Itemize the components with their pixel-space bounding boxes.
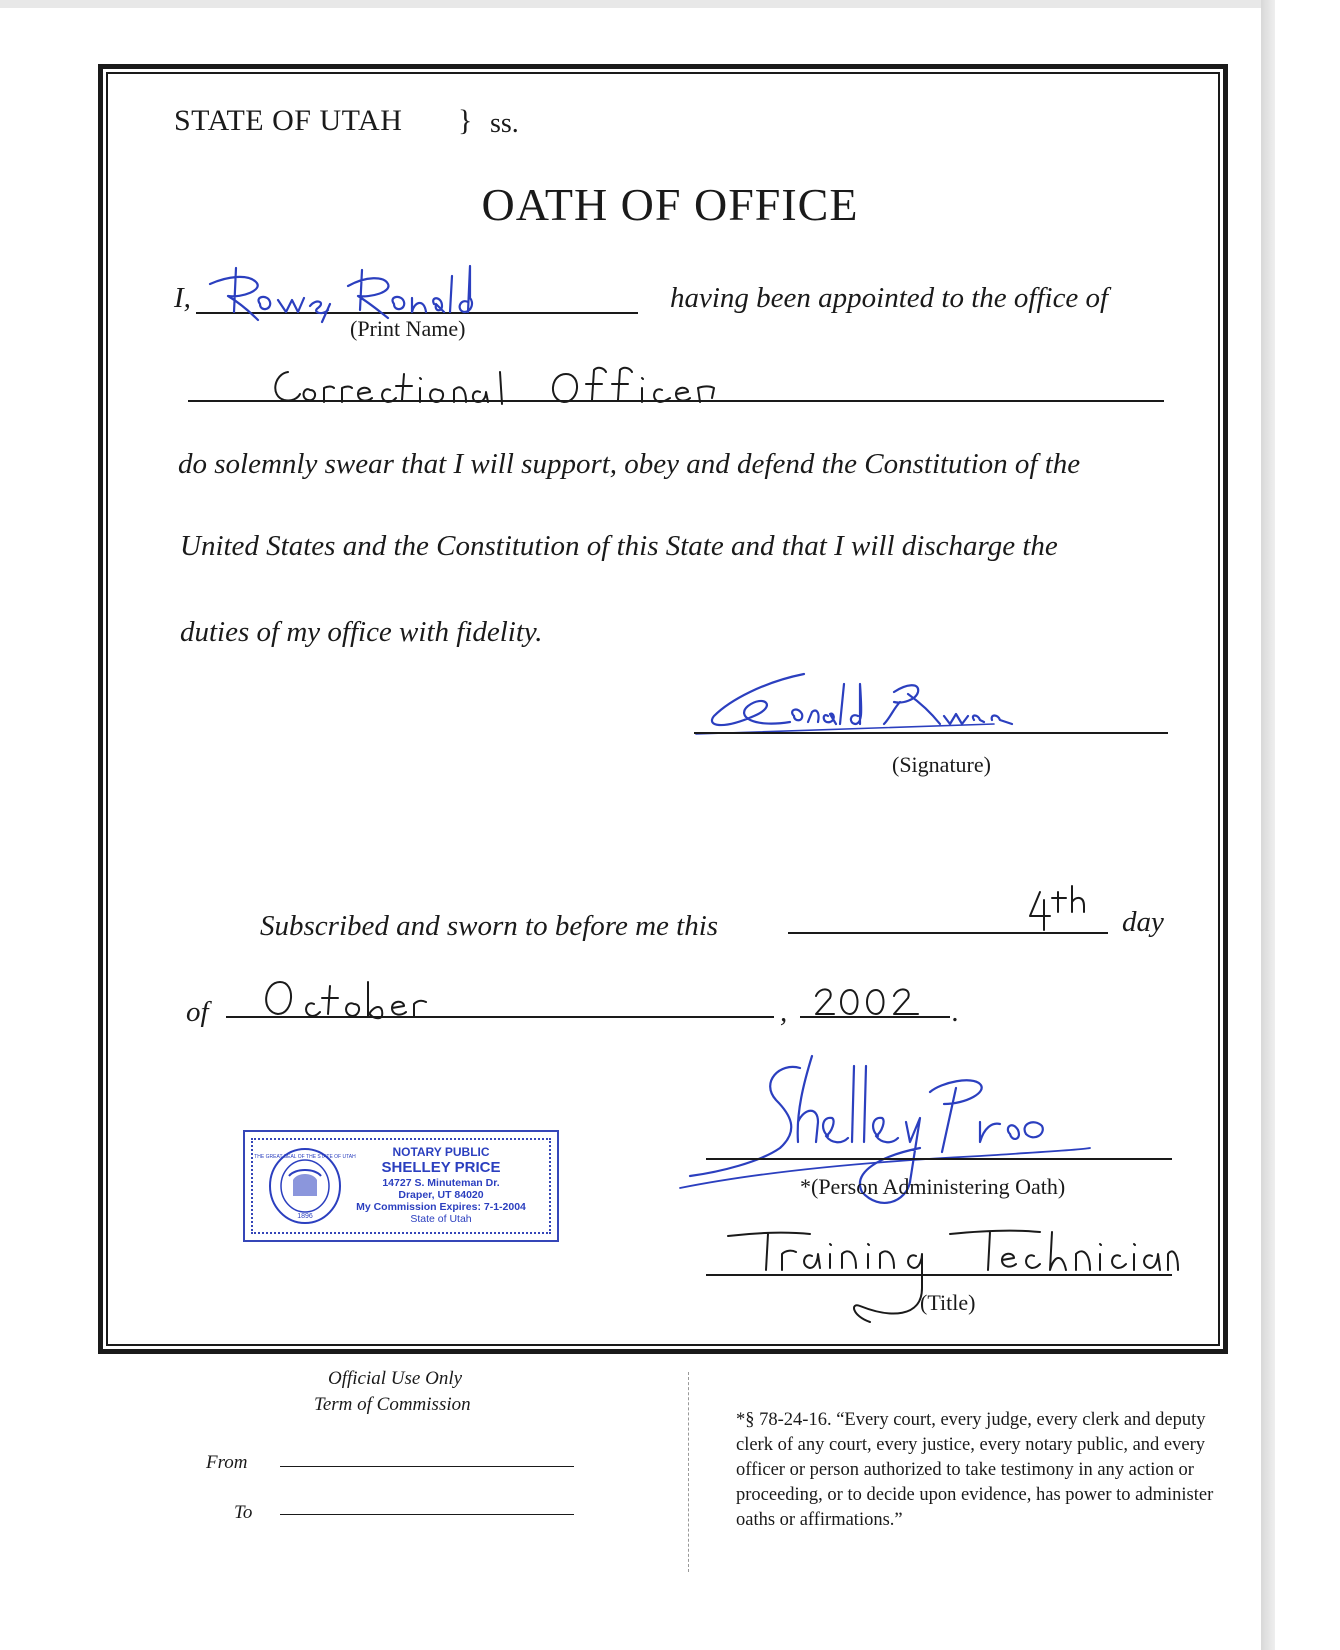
venue-label: STATE OF UTAH bbox=[174, 104, 403, 137]
page-edge-right bbox=[1261, 0, 1275, 1650]
footer-divider bbox=[688, 1372, 689, 1572]
oath-line-1: do solemnly swear that I will support, obey and defend the Constitution of the bbox=[178, 448, 1081, 480]
venue-brace: } bbox=[458, 104, 473, 137]
oath-line-2: United States and the Constitution of this State and that I will discharge the bbox=[180, 530, 1058, 562]
administering-label: *(Person Administering Oath) bbox=[800, 1174, 1066, 1199]
administrator-signature bbox=[680, 1052, 1100, 1242]
statute-note: *§ 78-24-16. “Every court, every judge, every clerk and deputy clerk of any court, every justice, every notary public, and every officer or person authorized to take testimony in any action or proceeding, or to decide upon evidence, has power to administer oaths or affirmations.” bbox=[736, 1410, 1214, 1530]
print-name-label: (Print Name) bbox=[350, 316, 466, 341]
seal-year: 1896 bbox=[297, 1213, 313, 1220]
page-edge-top bbox=[0, 0, 1275, 8]
stamp-line-4: Draper, UT 84020 bbox=[398, 1189, 484, 1201]
seal-text: THE GREAT SEAL OF THE STATE OF UTAH bbox=[254, 1154, 356, 1160]
notary-stamp bbox=[243, 1130, 559, 1242]
signature-label: (Signature) bbox=[892, 752, 991, 777]
day-label: day bbox=[1122, 906, 1164, 938]
term-label: Term of Commission bbox=[314, 1394, 471, 1415]
title-line[interactable] bbox=[706, 1274, 1172, 1276]
stamp-line-1: NOTARY PUBLIC bbox=[392, 1145, 490, 1159]
state-seal-icon bbox=[254, 1146, 356, 1226]
stamp-line-5: My Commission Expires: 7-1-2004 bbox=[356, 1201, 526, 1213]
of-label: of bbox=[186, 996, 209, 1028]
comma: , bbox=[780, 996, 788, 1028]
venue-ss: ss. bbox=[490, 108, 519, 139]
sworn-text: Subscribed and sworn to before me this bbox=[260, 910, 719, 942]
oath-pronoun: I, bbox=[174, 282, 191, 314]
oath-line-3: duties of my office with fidelity. bbox=[180, 616, 543, 648]
to-label: To bbox=[234, 1502, 253, 1523]
stamp-line-6: State of Utah bbox=[410, 1213, 472, 1225]
stamp-line-3: 14727 S. Minuteman Dr. bbox=[382, 1177, 500, 1189]
to-field[interactable] bbox=[280, 1514, 574, 1515]
from-field[interactable] bbox=[280, 1466, 574, 1467]
title-label: (Title) bbox=[920, 1290, 976, 1315]
from-label: From bbox=[206, 1452, 248, 1473]
administrator-line[interactable] bbox=[706, 1158, 1172, 1160]
stamp-line-2: SHELLEY PRICE bbox=[381, 1159, 501, 1176]
page-title: OATH OF OFFICE bbox=[481, 179, 859, 230]
signature-line[interactable] bbox=[694, 732, 1168, 734]
official-use-label: Official Use Only bbox=[328, 1368, 463, 1389]
officer-signature bbox=[694, 664, 1024, 748]
appointed-text: having been appointed to the office of bbox=[670, 282, 1109, 314]
period: . bbox=[952, 996, 960, 1028]
